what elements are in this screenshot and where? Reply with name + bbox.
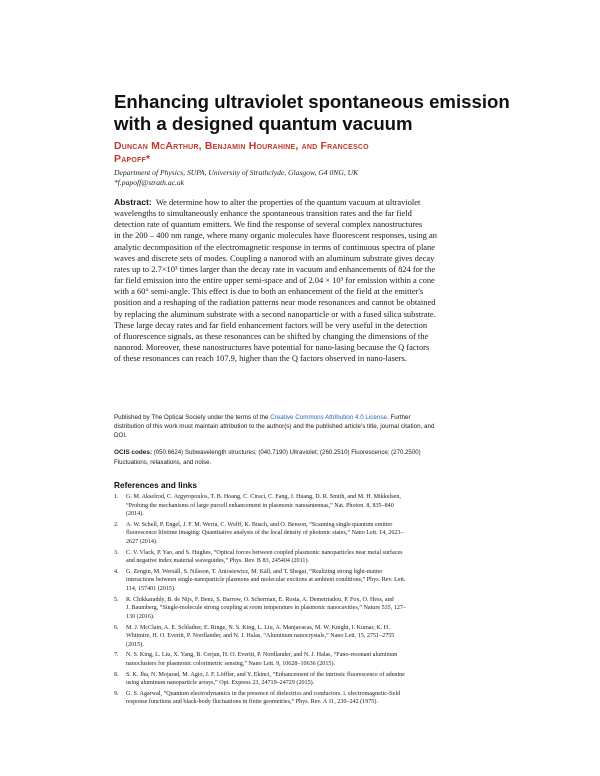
- ocis-line: [114, 448, 486, 458]
- abstract-line: by replacing the aluminum substrate with a second nanoparticle or with a fused silica substrate.: [114, 308, 436, 319]
- reference-item: [114, 568, 489, 594]
- reference-line: using aluminum nanoparticle arrays,” Opt. Express 23, 24719–24729 (2015).: [126, 680, 315, 687]
- abstract-line: detection rate of quantum emitters. We find the response of several complex nanostructures: [114, 219, 423, 230]
- reference-line: (2014).: [126, 511, 144, 518]
- references-heading: References and links: [114, 480, 198, 490]
- reference-item: [114, 493, 489, 519]
- abstract-line: position and a reshaping of the radiation patterns near mode resonances and cannot be obtained: [114, 297, 436, 308]
- reference-line: G. M. Akselrod, C. Argyropoulos, T. B. Hoang, C. Ciracì, C. Fang, J. Huang, D. R. Smith, and M. H. Mikkelsen,: [126, 494, 401, 500]
- reference-item: [114, 624, 489, 650]
- abstract-line: waves and discrete sets of modes. Coupling a nanorod with an aluminum substrate gives decay: [114, 252, 435, 263]
- abstract-line: far field emission into the entire upper semi-space and of 2.04 × 10³ for emission within a cone: [114, 275, 435, 286]
- ocis-codes: [114, 448, 486, 467]
- abstract-line: [114, 197, 484, 208]
- reference-line: 2627 (2014).: [126, 539, 158, 546]
- abstract-line: in the 200 – 400 nm range, where many organic molecules have fluorescent responses, using an: [114, 230, 437, 241]
- ocis-label: OCIS codes:: [114, 449, 152, 456]
- reference-line: Whitmire, H. O. Everitt, P. Nordlander, and N. J. Halas, “Aluminum nanocrystals,” Nano Lett. 15, 2751–2755: [126, 633, 395, 640]
- reference-line: (2015).: [126, 641, 144, 648]
- abstract-line: with a 60° semi-angle. This effect is due to both an enhancement of the field at the emitter's: [114, 286, 424, 297]
- ocis-text: (050.6624) Subwavelength structures; (040.7190) Ultraviolet; (260.2510) Fluorescence; (270.2500): [153, 449, 421, 456]
- license-notice: [114, 414, 486, 441]
- reference-line: N. S. King, L. Liu, X. Yang, B. Cerjan, H. O. Everitt, P. Nordlander, and N. J. Halas, “Fano-resonant aluminum: [126, 652, 398, 659]
- license-line: [114, 414, 486, 423]
- license-line: DOI.: [114, 431, 127, 439]
- reference-number: 2.: [114, 521, 119, 528]
- reference-number: 7.: [114, 652, 119, 659]
- license-text: . Further: [386, 414, 411, 421]
- reference-line: fluorescence lifetime imaging: Quantitative analysis of the local density of photonic states,” Nano Lett. 14, 2623–: [126, 530, 404, 537]
- title-line: Enhancing ultraviolet spontaneous emission: [114, 91, 510, 112]
- reference-line: response functions and black-body fluctuations in finite geometries,” Phys. Rev. A 11, 230–242 (1975).: [126, 699, 378, 706]
- abstract-line: nanorod. Moreover, these nanostructures have potential for nano-lasing because the Q factors: [114, 342, 430, 353]
- reference-number: 8.: [114, 671, 119, 678]
- reference-item: [114, 549, 489, 566]
- cc-license-link[interactable]: Creative Commons Attribution 4.0 License: [270, 414, 387, 421]
- abstract-line: of fluorescence signals, as these resonances can be shifted by changing the dimensions of the: [114, 330, 429, 341]
- reference-number: 3.: [114, 549, 119, 556]
- reference-line: S. K. Jha, N. Mojarad, M. Agio, J. F. Löffler, and Y. Ekinci, “Enhancement of the intrinsic fluorescence of adenine: [126, 671, 405, 678]
- reference-line: C. V. Vlack, P. Yao, and S. Hughes, “Optical forces between coupled plasmonic nanoparticles near metal surfaces: [126, 549, 403, 556]
- reference-line: M. J. McClain, A. E. Schlather, E. Ringe, N. S. King, L. Liu, A. Manjavacas, M. W. Knight, I. Kumar, K. H.: [126, 624, 390, 631]
- reference-line: R. Chikkaraddy, B. de Nijs, F. Benz, S. Barrow, O. Scherman, E. Rosta, A. Demetriadou, P. Fox, O. Hess, and: [126, 596, 394, 603]
- reference-line: G. Zengin, M. Wersäll, S. Nilsson, T. Antosiewicz, M. Käll, and T. Shegai, “Realizing strong light-matter: [126, 568, 383, 575]
- reference-line: J. Baumberg, “Single-molecule strong coupling at room temperature in plasmonic nanocavities,” Nature 535, 127–: [126, 605, 406, 612]
- reference-item: [114, 521, 489, 547]
- reference-item: [114, 671, 489, 688]
- abstract-line: These large decay rates and far field enhancement factors will be very useful in the detection: [114, 319, 428, 330]
- reference-item: [114, 596, 489, 622]
- paper-title: [114, 91, 514, 135]
- license-text: Published by The Optical Society under the terms of the: [114, 414, 271, 421]
- ocis-line: Fluctuations, relaxations, and noise.: [114, 458, 212, 466]
- reference-number: 6.: [114, 624, 119, 631]
- abstract-line: rates up to 2.7×10³ times larger than the decay rate in vacuum and enhancements of 824 for the: [114, 263, 436, 274]
- reference-list: [114, 493, 489, 709]
- abstract: [114, 197, 484, 364]
- reference-item: [114, 690, 489, 707]
- reference-number: 9.: [114, 690, 119, 697]
- abstract-text: We determine how to alter the properties of the quantum vacuum at ultraviolet: [155, 197, 421, 207]
- reference-line: G. S. Agarwal, “Quantum electrodynamics in the presence of dielectrics and conductors. i. electromagnetic-field: [126, 690, 401, 697]
- abstract-line: wavelengths to simultaneously enhance the spontaneous transition rates and the far field: [114, 208, 412, 219]
- affiliation: [114, 168, 358, 188]
- reference-number: 4.: [114, 568, 119, 575]
- reference-line: “Probing the mechanisms of large purcell enhancement in plasmonic nanoantennas,” Nat. Photon. 8, 835–840: [126, 502, 394, 509]
- contact-email: *f.papoff@strath.ac.uk: [114, 178, 185, 187]
- reference-line: 130 (2016).: [126, 613, 155, 620]
- reference-line: 114, 157401 (2015).: [126, 586, 176, 593]
- abstract-line: analytic decomposition of the electromagnetic response in terms of continuous spectra of plane: [114, 241, 435, 252]
- abstract-line: of these resonances can reach 107.9, higher than the Q factors observed in nano-lasers.: [114, 353, 407, 364]
- author-line: Papoff*: [114, 153, 151, 165]
- reference-line: nanoclusters for plasmonic colorimetric sensing,” Nano Lett. 9, 10628–10636 (2015).: [126, 660, 336, 667]
- reference-number: 1.: [114, 494, 119, 500]
- abstract-label: Abstract:: [114, 197, 152, 207]
- title-line: with a designed quantum vacuum: [114, 113, 413, 134]
- reference-line: and negative index material waveguides,” Phys. Rev. B 83, 245404 (2011).: [126, 558, 309, 565]
- reference-number: 5.: [114, 596, 119, 603]
- author-list: [114, 140, 494, 166]
- reference-line: interactions between single-nanoparticle plasmons and molecular excitons at ambient conditions,” Phys. Rev. Lett.: [126, 577, 406, 584]
- affiliation-line: Department of Physics, SUPA, University of Strathclyde, Glasgow, G4 0NG, UK: [114, 168, 359, 177]
- license-line: distribution of this work must maintain attribution to the author(s) and the published article's title, journal citation, and: [114, 422, 435, 430]
- author-line: Duncan McArthur, Benjamin Hourahine, and Francesco: [114, 140, 369, 152]
- reference-item: [114, 651, 489, 668]
- reference-line: A. W. Schell, P. Engel, J. F. M. Werra, C. Wolff, K. Busch, and O. Benson, “Scanning single quantum emitter: [126, 521, 393, 528]
